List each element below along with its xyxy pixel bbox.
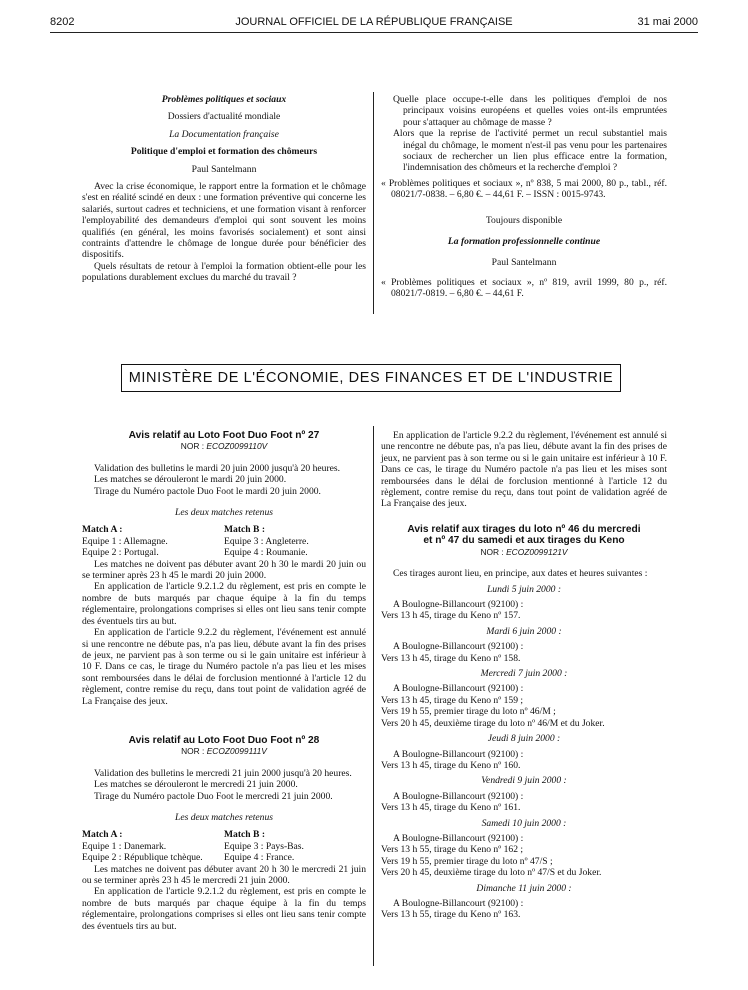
- matches-table: [82, 524, 366, 558]
- draw-entry: Vers 13 h 55, tirage du Keno nº 163.: [381, 909, 521, 921]
- column-divider: [373, 92, 374, 314]
- draw-entry: Vers 13 h 45, tirage du Keno nº 157.: [381, 610, 521, 622]
- nor-reference: NOR : ECOZ0099110V: [180, 441, 268, 452]
- notice-paragraph: Les matches ne doivent pas débuter avant 20 h 30 le mardi 20 juin ou se terminer après 23 h 45 le mardi 20 juin 2000.: [82, 558, 366, 582]
- draw-day: Vendredi 9 juin 2000 :: [481, 775, 567, 787]
- team-entry: Equipe 2 : Portugal.: [82, 547, 159, 559]
- team-entry: Equipe 2 : République tchèque.: [82, 852, 203, 864]
- team-entry: Equipe 3 : Angleterre.: [224, 535, 309, 547]
- team-entry: Equipe 4 : France.: [224, 852, 295, 864]
- matches-heading: Les deux matches retenus: [175, 812, 273, 824]
- publication-author: Paul Santelmann: [191, 163, 257, 175]
- subseries: Dossiers d'actualité mondiale: [167, 111, 281, 123]
- draw-location: A Boulogne-Billancourt (92100) :: [393, 748, 524, 760]
- publication-title: Politique d'emploi et formation des chômeurs: [130, 146, 318, 158]
- match-label: Match A :: [82, 524, 123, 536]
- avis-tirages-keno: [381, 524, 667, 921]
- team-entry: Equipe 3 : Pays-Bas.: [224, 840, 304, 852]
- ministry-banner: MINISTÈRE DE L'ÉCONOMIE, DES FINANCES ET DE L'INDUSTRIE: [121, 364, 621, 392]
- draw-day: Dimanche 11 juin 2000 :: [476, 882, 572, 894]
- draw-day: Lundi 5 juin 2000 :: [486, 583, 562, 595]
- notice-title: Avis relatif au Loto Foot Duo Foot nº 27: [128, 430, 320, 441]
- notice-paragraph: Les matches ne doivent pas débuter avant 20 h 30 le mercredi 21 juin ou se terminer après 23 h 45 le mercredi 21 juin 2000.: [82, 863, 366, 887]
- notice-title: Avis relatif au Loto Foot Duo Foot nº 28: [128, 735, 320, 746]
- match-label: Match B :: [224, 829, 266, 841]
- publication-paragraph: Quelle place occupe-t-elle dans les politiques d'emploi de nos principaux voisins européens et quelles voies ont-ils empruntées pour s'attaquer au chômage de masse ?: [393, 94, 667, 128]
- team-entry: Equipe 1 : Danemark.: [82, 840, 167, 852]
- match-label: Match B :: [224, 524, 266, 536]
- publication-date: 31 mai 2000: [637, 16, 698, 28]
- running-header: [50, 14, 698, 33]
- publication-paragraph: Avec la crise économique, le rapport entre la formation et le chômage s'est en réalité scindé en deux : une formation préventive qui concerne les salariés, surtout cadres et techniciens, et une formation visant à renforcer l'employabilité des demandeurs d'emploi qui sont souvent les moins qualifiés (en général, les moins favorisés socialement) et sont ainsi contraints d'attendre le chômage de longue durée pour bénéficier des dispositifs.: [82, 181, 366, 261]
- draw-day: Samedi 10 juin 2000 :: [481, 817, 567, 829]
- draw-location: A Boulogne-Billancourt (92100) :: [393, 683, 524, 695]
- notice-paragraph: Les matches se dérouleront le mardi 20 juin 2000.: [94, 474, 287, 486]
- draw-location: A Boulogne-Billancourt (92100) :: [393, 832, 524, 844]
- notice-paragraph: Validation des bulletins le mercredi 21 juin 2000 jusqu'à 20 heures.: [94, 767, 352, 779]
- draw-location: A Boulogne-Billancourt (92100) :: [393, 599, 524, 611]
- notice-paragraph: Tirage du Numéro pactole Duo Foot le mardi 20 juin 2000.: [94, 485, 321, 497]
- draw-day: Jeudi 8 juin 2000 :: [487, 733, 561, 745]
- column-divider: [373, 426, 374, 966]
- page-number: 8202: [50, 16, 75, 28]
- draw-entry: Vers 20 h 45, deuxième tirage du loto nº 47/S et du Joker.: [381, 867, 602, 879]
- publication-notice-right: [381, 94, 667, 300]
- draw-entry: Vers 19 h 55, premier tirage du loto nº 47/S ;: [381, 855, 553, 867]
- notice-paragraph: En application de l'article 9.2.1.2 du règlement, est pris en compte le nombre de buts marqués par chaque équipe à la fin du temps réglementaire, prolongations comprises si elles ont lieu sans tenir compte des éventuels tirs au but.: [82, 886, 366, 932]
- team-entry: Equipe 4 : Roumanie.: [224, 547, 308, 559]
- publication-paragraph: Alors que la reprise de l'activité permet un recul substantiel mais inégal du chômage, le moment n'est-il pas venu pour les partenaires sociaux de rechercher un lien plus efficace entre la formation, l'indemnisation des chômeurs et la recherche d'emploi ?: [393, 128, 667, 174]
- publication-paragraph: Quels résultats de retour à l'emploi la formation obtient-elle pour les populations durablement exclues du marché du travail ?: [82, 260, 366, 284]
- nor-reference: NOR : ECOZ0099111V: [181, 746, 267, 757]
- publisher: La Documentation française: [169, 128, 279, 140]
- notice-paragraph: Ces tirages auront lieu, en principe, aux dates et heures suivantes :: [393, 568, 648, 580]
- draw-entry: Vers 19 h 55, premier tirage du loto nº 46/M ;: [381, 706, 556, 718]
- avis-loto-foot-27: [82, 430, 366, 707]
- notice-paragraph: En application de l'article 9.2.2 du règlement, l'événement est annulé si une rencontre ne débute pas, n'a pas lieu, débute avant la fin des prises de jeux, ne parvient pas à son terme ou si le gain unitaire est inférieur à 10 F. Dans ce cas, le tirage du Numéro pactole n'a pas lieu et les mises sont remboursées dans le délai de forclusion mentionné à l'article 12 du règlement, contre remise du reçu, dans tout point de validation agréé de La Française des jeux.: [381, 430, 667, 510]
- notice-paragraph: Tirage du Numéro pactole Duo Foot le mercredi 21 juin 2000.: [94, 790, 333, 802]
- draw-day: Mercredi 7 juin 2000 :: [480, 668, 568, 680]
- matches-table: [82, 829, 366, 863]
- notice-title: Avis relatif aux tirages du loto nº 46 du mercredi: [407, 524, 641, 535]
- journal-title: JOURNAL OFFICIEL DE LA RÉPUBLIQUE FRANÇAISE: [235, 16, 513, 28]
- publication-author: Paul Santelmann: [491, 257, 557, 269]
- publication-reference: « Problèmes politiques et sociaux », nº 819, avril 1999, 80 p., réf. 08021/7-0819. – 6,80 €. – 44,61 F.: [381, 276, 667, 300]
- notice-paragraph: Validation des bulletins le mardi 20 juin 2000 jusqu'à 20 heures.: [94, 462, 341, 474]
- draw-location: A Boulogne-Billancourt (92100) :: [393, 897, 524, 909]
- draw-entry: Vers 13 h 45, tirage du Keno nº 159 ;: [381, 694, 524, 706]
- avis-continuation: [381, 430, 667, 510]
- draw-entry: Vers 13 h 45, tirage du Keno nº 158.: [381, 652, 521, 664]
- notice-title: et nº 47 du samedi et aux tirages du Keno: [423, 535, 625, 547]
- draw-entry: Vers 20 h 45, deuxième tirage du loto nº 46/M et du Joker.: [381, 717, 605, 729]
- publication-notice-left: [82, 94, 366, 284]
- publication-title: La formation professionnelle continue: [447, 236, 601, 248]
- match-label: Match A :: [82, 829, 123, 841]
- series-title: Problèmes politiques et sociaux: [161, 94, 287, 105]
- draw-entry: Vers 13 h 45, tirage du Keno nº 161.: [381, 802, 521, 814]
- draw-entry: Vers 13 h 55, tirage du Keno nº 162 ;: [381, 844, 524, 856]
- availability-note: Toujours disponible: [485, 214, 563, 226]
- draw-entry: Vers 13 h 45, tirage du Keno nº 160.: [381, 759, 521, 771]
- team-entry: Equipe 1 : Allemagne.: [82, 535, 168, 547]
- publication-reference: « Problèmes politiques et sociaux », nº 838, 5 mai 2000, 80 p., tabl., réf. 08021/7-0838. – 6,80 €. – 44,61 F. – ISSN : 0015-9743.: [381, 177, 667, 201]
- matches-heading: Les deux matches retenus: [175, 507, 273, 519]
- notice-paragraph: En application de l'article 9.2.2 du règlement, l'événement est annulé si une rencontre ne débute pas, n'a pas lieu, débute avant la fin des prises de jeux, ne parvient pas à son terme ou si le gain unitaire est inférieur à 10 F. Dans ce cas, le tirage du Numéro pactole n'a pas lieu et les mises sont remboursées dans le délai de forclusion mentionné à l'article 12 du règlement, contre remise du reçu, dans tout point de validation agréé de La Française des jeux.: [82, 627, 366, 707]
- notice-paragraph: Les matches se dérouleront le mercredi 21 juin 2000.: [94, 779, 298, 791]
- notice-paragraph: En application de l'article 9.2.1.2 du règlement, est pris en compte le nombre de buts marqués par chaque équipe à la fin du temps réglementaire, prolongations comprises si elles ont lieu sans tenir compte des éventuels tirs au but.: [82, 581, 366, 627]
- draw-schedule: [381, 584, 667, 921]
- draw-location: A Boulogne-Billancourt (92100) :: [393, 641, 524, 653]
- draw-day: Mardi 6 juin 2000 :: [486, 625, 562, 637]
- draw-location: A Boulogne-Billancourt (92100) :: [393, 790, 524, 802]
- nor-reference: NOR : ECOZ0099121V: [480, 546, 568, 557]
- avis-loto-foot-28: [82, 735, 366, 932]
